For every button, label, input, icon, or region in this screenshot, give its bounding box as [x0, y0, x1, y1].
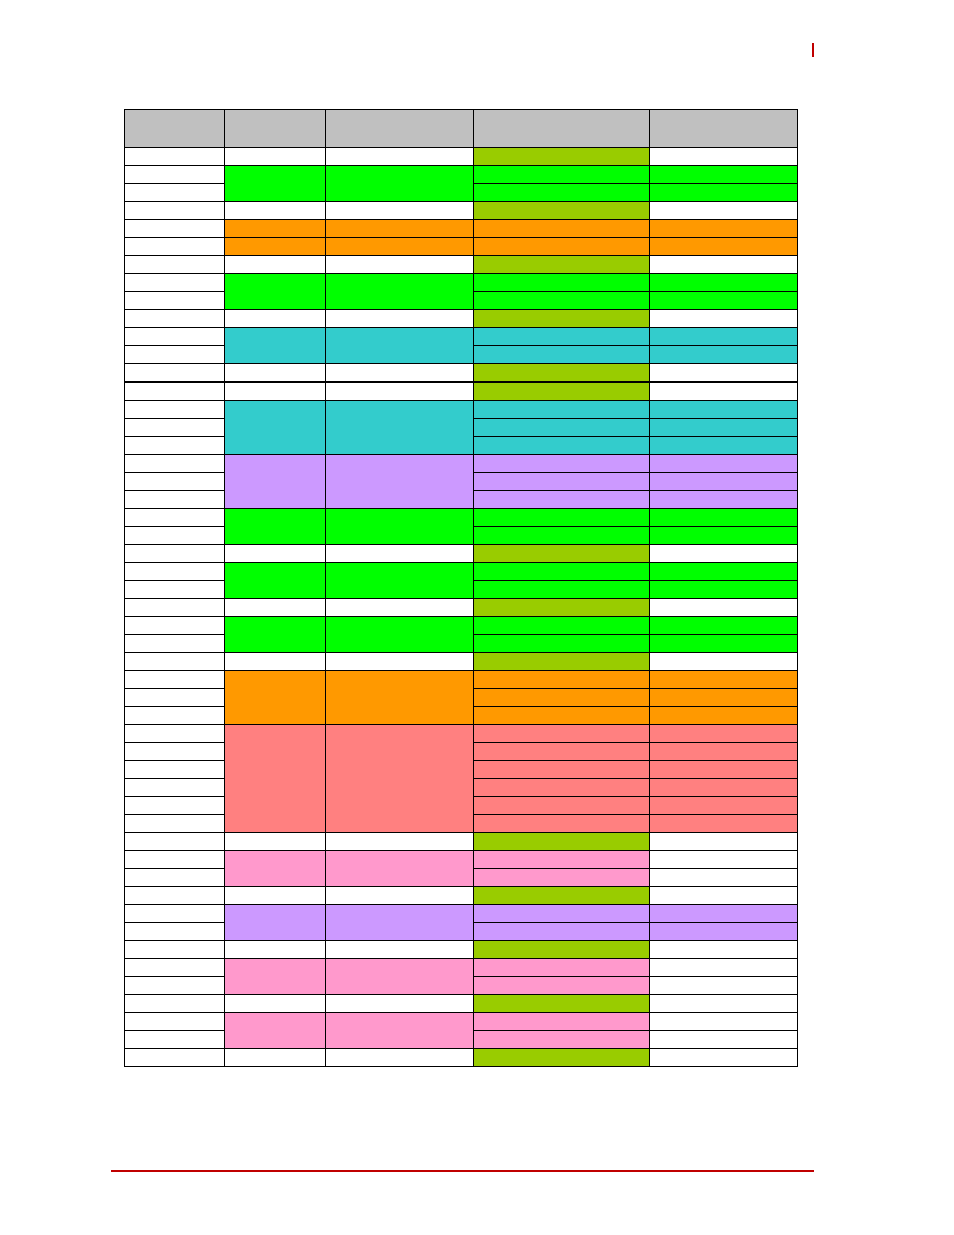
table-cell [650, 437, 798, 455]
table-row [125, 401, 798, 419]
table-cell [225, 671, 326, 725]
table-row [125, 166, 798, 184]
table-cell [125, 977, 225, 995]
table-cell [650, 833, 798, 851]
table-cell [650, 689, 798, 707]
table-cell [225, 905, 326, 941]
table-cell [125, 509, 225, 527]
table-row [125, 1049, 798, 1067]
table-cell [125, 833, 225, 851]
table-cell [326, 220, 474, 238]
table-cell [474, 310, 650, 328]
table-cell [474, 743, 650, 761]
table-cell [125, 419, 225, 437]
table-cell [474, 455, 650, 473]
table-cell [125, 1031, 225, 1049]
table-row [125, 833, 798, 851]
table-cell [474, 725, 650, 743]
table-cell [474, 653, 650, 671]
table-row [125, 851, 798, 869]
table-cell [125, 599, 225, 617]
table-cell [225, 653, 326, 671]
table-cell [650, 671, 798, 689]
table-cell [474, 328, 650, 346]
table-cell [650, 382, 798, 401]
table-cell [474, 941, 650, 959]
table-cell [326, 959, 474, 995]
table-cell [474, 527, 650, 545]
table-cell [474, 148, 650, 166]
table-cell [326, 905, 474, 941]
table-cell [326, 599, 474, 617]
table-cell [125, 797, 225, 815]
table-cell [326, 238, 474, 256]
table-cell [225, 509, 326, 545]
table-body [125, 148, 798, 1067]
table-row [125, 382, 798, 401]
table-cell [474, 292, 650, 310]
header-cell [326, 110, 474, 148]
table-cell [650, 166, 798, 184]
table-row [125, 563, 798, 581]
table-cell [474, 220, 650, 238]
table-cell [326, 274, 474, 310]
table-cell [474, 238, 650, 256]
table-cell [125, 401, 225, 419]
table-cell [650, 220, 798, 238]
table-cell [326, 617, 474, 653]
table-cell [125, 238, 225, 256]
table-cell [125, 473, 225, 491]
table-cell [650, 1013, 798, 1031]
table-cell [326, 671, 474, 725]
table-cell [650, 977, 798, 995]
table-cell [474, 1031, 650, 1049]
table-cell [125, 364, 225, 383]
table-cell [225, 725, 326, 833]
table-cell [326, 148, 474, 166]
table-cell [225, 545, 326, 563]
table-cell [650, 599, 798, 617]
table-cell [474, 509, 650, 527]
table-row [125, 941, 798, 959]
footer-rule [111, 1170, 814, 1172]
table-cell [650, 959, 798, 977]
table-cell [474, 491, 650, 509]
table-cell [125, 779, 225, 797]
table-cell [474, 635, 650, 653]
table-cell [650, 887, 798, 905]
table-row [125, 148, 798, 166]
table-cell [474, 869, 650, 887]
table-cell [650, 148, 798, 166]
table-cell [650, 310, 798, 328]
table-cell [326, 833, 474, 851]
table-cell [225, 599, 326, 617]
table-row [125, 671, 798, 689]
table-cell [474, 905, 650, 923]
table-cell [650, 743, 798, 761]
table-row [125, 887, 798, 905]
header-cell [650, 110, 798, 148]
table-cell [474, 977, 650, 995]
table-cell [474, 779, 650, 797]
table-row [125, 1013, 798, 1031]
table-cell [125, 437, 225, 455]
table-cell [474, 995, 650, 1013]
table-cell [225, 274, 326, 310]
table-cell [326, 725, 474, 833]
table-cell [225, 310, 326, 328]
table-cell [125, 635, 225, 653]
table-cell [225, 202, 326, 220]
table-cell [125, 527, 225, 545]
table-cell [125, 923, 225, 941]
header-cell [125, 110, 225, 148]
table-cell [225, 364, 326, 383]
table-cell [650, 761, 798, 779]
page-marker [812, 43, 814, 57]
table-cell [474, 617, 650, 635]
table-cell [650, 995, 798, 1013]
table-row [125, 256, 798, 274]
table-cell [125, 545, 225, 563]
table-cell [225, 166, 326, 202]
table-cell [326, 653, 474, 671]
table-row [125, 274, 798, 292]
table-cell [650, 419, 798, 437]
table-cell [474, 419, 650, 437]
table-cell [474, 887, 650, 905]
table-cell [125, 905, 225, 923]
table-cell [326, 202, 474, 220]
table-cell [650, 202, 798, 220]
table-cell [326, 256, 474, 274]
table-cell [650, 401, 798, 419]
table-cell [650, 346, 798, 364]
table-cell [650, 725, 798, 743]
table-row [125, 509, 798, 527]
table-cell [474, 563, 650, 581]
table-cell [650, 851, 798, 869]
table-cell [650, 256, 798, 274]
table-cell [650, 869, 798, 887]
table-cell [225, 941, 326, 959]
table-cell [650, 1031, 798, 1049]
table-cell [650, 635, 798, 653]
table-cell [326, 455, 474, 509]
table-cell [125, 959, 225, 977]
table-cell [225, 959, 326, 995]
header-cell [474, 110, 650, 148]
table-cell [125, 869, 225, 887]
table-cell [125, 491, 225, 509]
table-cell [474, 761, 650, 779]
table-row [125, 653, 798, 671]
table-cell [474, 689, 650, 707]
table-cell [125, 563, 225, 581]
table-cell [125, 148, 225, 166]
table-cell [474, 923, 650, 941]
table-cell [650, 815, 798, 833]
table-cell [225, 256, 326, 274]
table-cell [326, 310, 474, 328]
table-cell [326, 1049, 474, 1067]
table-cell [125, 292, 225, 310]
table-row [125, 310, 798, 328]
table-cell [474, 364, 650, 383]
table-cell [125, 761, 225, 779]
table-cell [125, 1013, 225, 1031]
signal-table [124, 109, 798, 1067]
table-cell [650, 581, 798, 599]
table-cell [125, 382, 225, 401]
table-cell [474, 581, 650, 599]
table-cell [326, 509, 474, 545]
table-cell [225, 1013, 326, 1049]
header-cell [225, 110, 326, 148]
table-cell [650, 491, 798, 509]
table-cell [650, 923, 798, 941]
table-cell [474, 184, 650, 202]
table-cell [125, 887, 225, 905]
table-cell [125, 256, 225, 274]
table-cell [650, 238, 798, 256]
table-cell [125, 725, 225, 743]
table-cell [474, 797, 650, 815]
table-cell [650, 509, 798, 527]
table-cell [650, 1049, 798, 1067]
table-row [125, 725, 798, 743]
table-cell [474, 401, 650, 419]
table-cell [125, 310, 225, 328]
table-cell [125, 995, 225, 1013]
table-cell [474, 851, 650, 869]
table-cell [125, 653, 225, 671]
table-cell [474, 473, 650, 491]
table-cell [474, 545, 650, 563]
table-cell [650, 941, 798, 959]
table-cell [326, 563, 474, 599]
table-cell [125, 184, 225, 202]
table-cell [474, 833, 650, 851]
table-cell [125, 274, 225, 292]
table-cell [225, 833, 326, 851]
table-cell [650, 274, 798, 292]
table-cell [225, 455, 326, 509]
table-cell [474, 256, 650, 274]
table-cell [125, 220, 225, 238]
table-cell [225, 995, 326, 1013]
table-cell [650, 617, 798, 635]
table-cell [474, 815, 650, 833]
table-cell [650, 184, 798, 202]
table-cell [125, 671, 225, 689]
table-cell [225, 220, 326, 238]
table-cell [125, 689, 225, 707]
table-cell [474, 382, 650, 401]
table-cell [326, 382, 474, 401]
table-row [125, 959, 798, 977]
table-cell [225, 887, 326, 905]
table-cell [650, 328, 798, 346]
table-cell [326, 328, 474, 364]
table-cell [474, 274, 650, 292]
table-cell [650, 364, 798, 383]
table-cell [225, 401, 326, 455]
table-cell [125, 707, 225, 725]
table-cell [474, 599, 650, 617]
table-cell [650, 707, 798, 725]
table-cell [125, 166, 225, 184]
table-row [125, 220, 798, 238]
table-cell [650, 779, 798, 797]
table-row [125, 364, 798, 383]
table-cell [474, 707, 650, 725]
table-cell [326, 1013, 474, 1049]
table-row [125, 995, 798, 1013]
table-cell [650, 473, 798, 491]
table-row [125, 328, 798, 346]
table-cell [125, 455, 225, 473]
table-cell [125, 202, 225, 220]
table-cell [225, 382, 326, 401]
table-cell [125, 346, 225, 364]
table-cell [650, 797, 798, 815]
table-row [125, 905, 798, 923]
table-cell [650, 545, 798, 563]
table-cell [225, 617, 326, 653]
table-cell [326, 851, 474, 887]
table-cell [326, 941, 474, 959]
table-cell [650, 455, 798, 473]
table-cell [650, 292, 798, 310]
table-cell [125, 851, 225, 869]
table-cell [326, 995, 474, 1013]
table-cell [225, 238, 326, 256]
table-cell [650, 527, 798, 545]
table-row [125, 455, 798, 473]
table-cell [125, 328, 225, 346]
pin-table [124, 109, 797, 1067]
table-cell [225, 148, 326, 166]
table-cell [474, 1013, 650, 1031]
table-row [125, 599, 798, 617]
table-cell [650, 563, 798, 581]
table-cell [225, 1049, 326, 1067]
table-cell [474, 202, 650, 220]
table-cell [474, 1049, 650, 1067]
table-cell [326, 166, 474, 202]
table-cell [326, 364, 474, 383]
table-cell [474, 346, 650, 364]
table-cell [650, 653, 798, 671]
table-row [125, 238, 798, 256]
table-row [125, 617, 798, 635]
table-cell [125, 1049, 225, 1067]
table-row [125, 545, 798, 563]
table-cell [125, 743, 225, 761]
table-cell [125, 581, 225, 599]
table-cell [650, 905, 798, 923]
table-cell [225, 328, 326, 364]
table-cell [326, 545, 474, 563]
table-cell [125, 941, 225, 959]
table-cell [474, 959, 650, 977]
table-cell [474, 671, 650, 689]
table-header-row [125, 110, 798, 148]
table-cell [225, 851, 326, 887]
table-cell [326, 887, 474, 905]
table-cell [125, 617, 225, 635]
table-cell [326, 401, 474, 455]
table-row [125, 202, 798, 220]
table-cell [225, 563, 326, 599]
table-cell [474, 437, 650, 455]
table-cell [125, 815, 225, 833]
table-cell [474, 166, 650, 184]
